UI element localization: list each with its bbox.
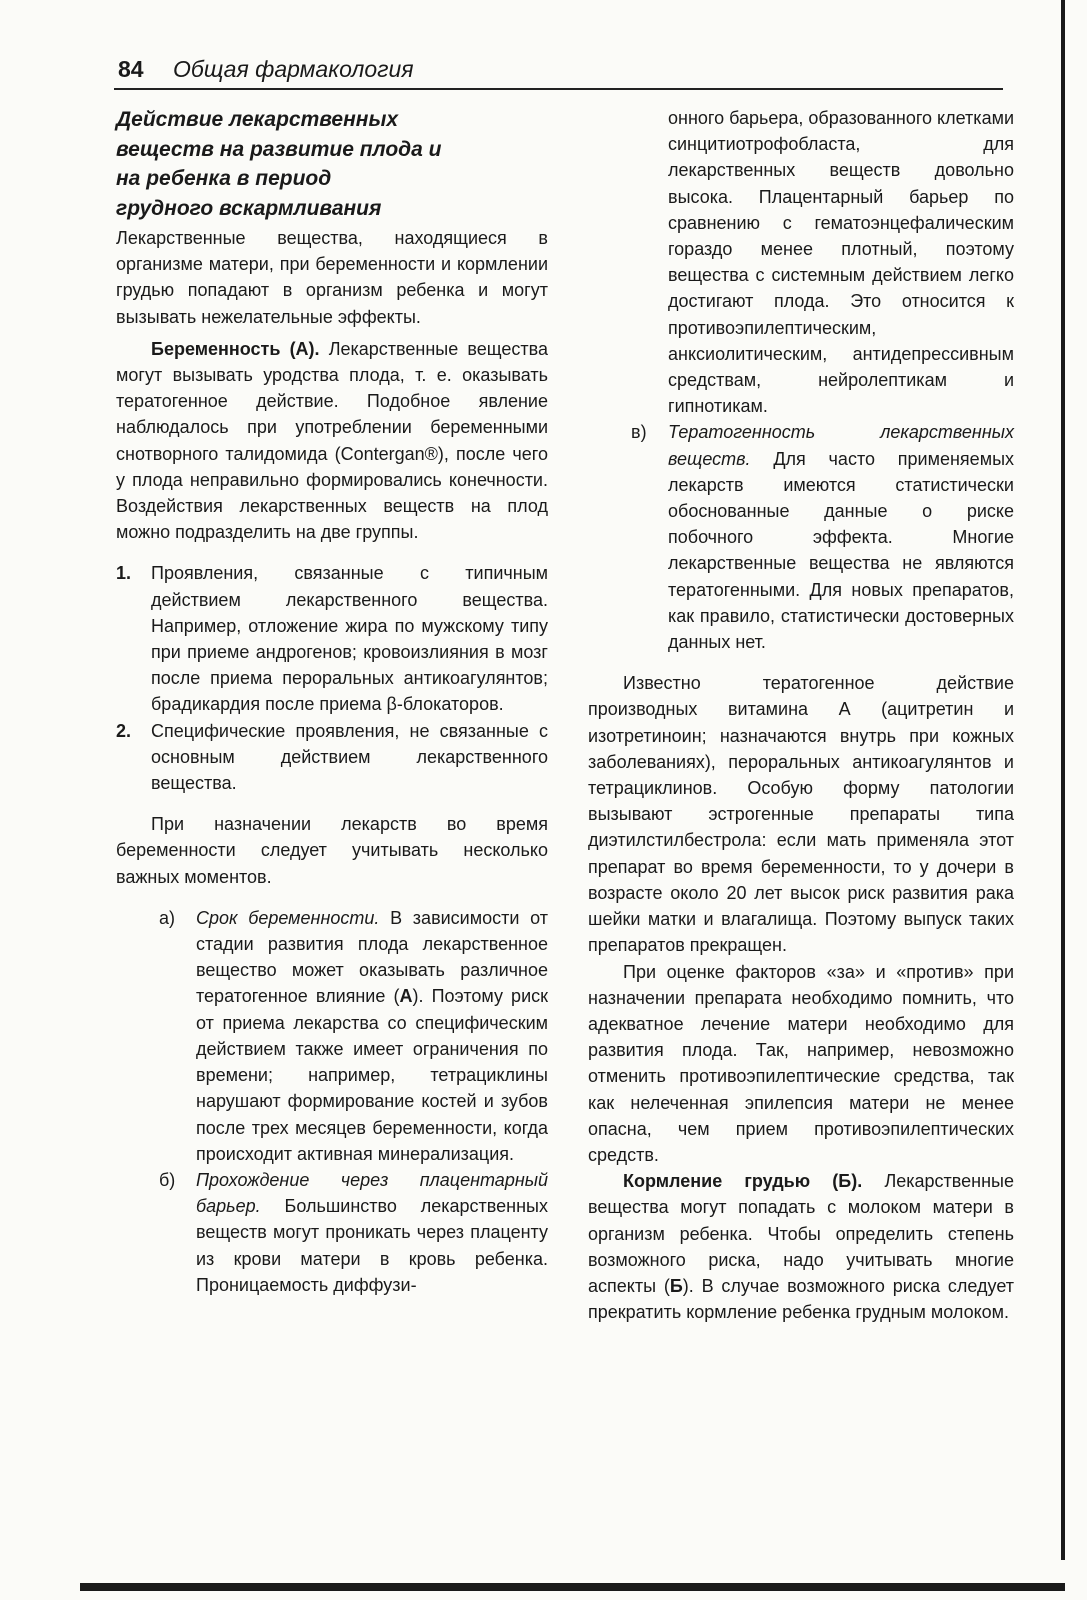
pregnancy-paragraph [116, 336, 548, 546]
intro-paragraph: Лекарственные вещества, находящиеся в организме матери, при беременности и кормлении грудью попадают в организм ребенка и могут вызывать нежелательные эффекты. [116, 228, 548, 327]
moments-paragraph: При назначении лекарств во время беременности следует учитывать несколько важных моментов. [116, 814, 548, 887]
header-rule [114, 88, 1003, 90]
item-text: В зависимости от стадии развития плода лекарственное вещество может оказывать различное тератогенное влияние ( [196, 907, 548, 1007]
list-marker: б) [159, 1169, 176, 1190]
title-line: на ребенка в период [116, 167, 332, 190]
pregnancy-text: Лекарственные вещества могут вызывать уродства плода, т. е. оказывать тератогенное действие. Подобное явление наблюдалось при употреблении беременными снотворного талидомида (Contergan®), после чего у плода неправильно формировались конечности. Воздействия лекарственных веществ на плод можно подразделить на две группы. [116, 338, 548, 543]
numbered-item [116, 560, 548, 717]
title-line: грудного вскармливания [116, 196, 382, 220]
breastfeeding-label: Кормление грудью (Б). [623, 1171, 863, 1192]
item-heading: Прохождение через плацентарный барьер. [196, 1169, 548, 1217]
item-text: Большинство лекарственных веществ могут проникать через плаценту из крови матери в кровь ребенка. Проницаемость диффузи- [196, 1196, 548, 1295]
list-item-v [631, 419, 1014, 655]
list-number: 1. [116, 563, 132, 584]
list-number: 2. [116, 720, 132, 741]
numbered-item [116, 718, 548, 797]
running-title: Общая фармакология [173, 56, 414, 82]
scan-bottom-bar [80, 1583, 1065, 1591]
breastfeeding-text: Лекарственные вещества могут попадать с молоком матери в организм ребенка. Чтобы определить степень возможного риска, надо учитывать многие аспекты ( [588, 1171, 1014, 1296]
item-heading: Срок беременности. [196, 907, 380, 928]
list-item-b [159, 1167, 548, 1298]
breastfeeding-text: ). В случае возможного риска следует прекратить кормление ребенка грудным молоком. [588, 1275, 1014, 1323]
right-list [588, 105, 1014, 655]
page-number: 84 [118, 56, 144, 82]
factors-paragraph: При оценке факторов «за» и «против» при назначении препарата необходимо помнить, что адекватное лечение матери необходимо для развития плода. Так, например, невозможно отменить противоэпилептические средства, так как нелеченная эпилепсия матери не менее опасна, чем прием противоэпилептических средств. [588, 961, 1014, 1165]
item-text: онного барьера, образованного клетками синцитиотрофобласта, для лекарственных веществ довольно высока. Плацентарный барьер по сравнению с гематоэнцефалическим гораздо менее плотный, поэтому вещества с системным действием легко достигают плода. Это относится к противоэпилептическим, анксиолитическим, антидепрессивным средствам, нейролептикам и гипнотикам. [668, 108, 1015, 417]
pregnancy-label: Беременность (А). [151, 338, 320, 359]
figure-ref: Б [669, 1275, 683, 1296]
item-text: ). Поэтому риск от приема лекарства со специфическим действием также имеет ограничения по времени; например, тетрациклины нарушают формирование костей и зубов после трех месяцев беременности, когда происходит активная минерализация. [196, 986, 548, 1164]
figure-ref: А [399, 986, 413, 1007]
scan-edge-line [1061, 0, 1065, 1560]
left-column [116, 105, 548, 1298]
title-line: веществ на развитие плода и [116, 137, 442, 161]
list-text: Проявления, связанные с типичным действием лекарственного вещества. Например, отложение жира по мужскому типу при приеме андрогенов; кровоизлияния в мозг после приема пероральных антикоагулянтов; брадикардия после приема β-блокаторов. [151, 563, 548, 715]
title-line: Действие лекарственных [116, 108, 399, 131]
section-title [116, 105, 496, 223]
list-marker: в) [631, 422, 647, 443]
running-header [118, 56, 1003, 90]
right-column [588, 105, 1014, 1325]
list-marker: а) [159, 907, 176, 928]
list-item-b-continued [668, 105, 1014, 419]
vitamin-paragraph: Известно тератогенное действие производных витамина А (ацитретин и изотретиноин; назначаются внутрь при кожных заболеваниях), пероральных антикоагулянтов и тетрациклинов. Особую форму патологии вызывают эстрогенные препараты типа диэтилстилбестрола: если мать применяла этот препарат во время беременности, то у дочери в возрасте около 20 лет высок риск развития рака шейки матки и влагалища. Поэтому выпуск таких препаратов прекращен. [588, 673, 1014, 956]
alpha-list [116, 905, 548, 1298]
breastfeeding-paragraph [588, 1168, 1014, 1325]
list-text: Специфические проявления, не связанные с основным действием лекарственного вещества. [151, 720, 548, 794]
item-heading: Тератогенность лекарственных веществ. [668, 422, 1014, 469]
item-text: Для часто применяемых лекарств имеются статистически обоснованные данные о риске побочного эффекта. Многие лекарственные вещества не являются тератогенными. Для новых препаратов, как правило, статистически достоверных данных нет. [668, 448, 1014, 653]
list-item-a [159, 905, 548, 1167]
